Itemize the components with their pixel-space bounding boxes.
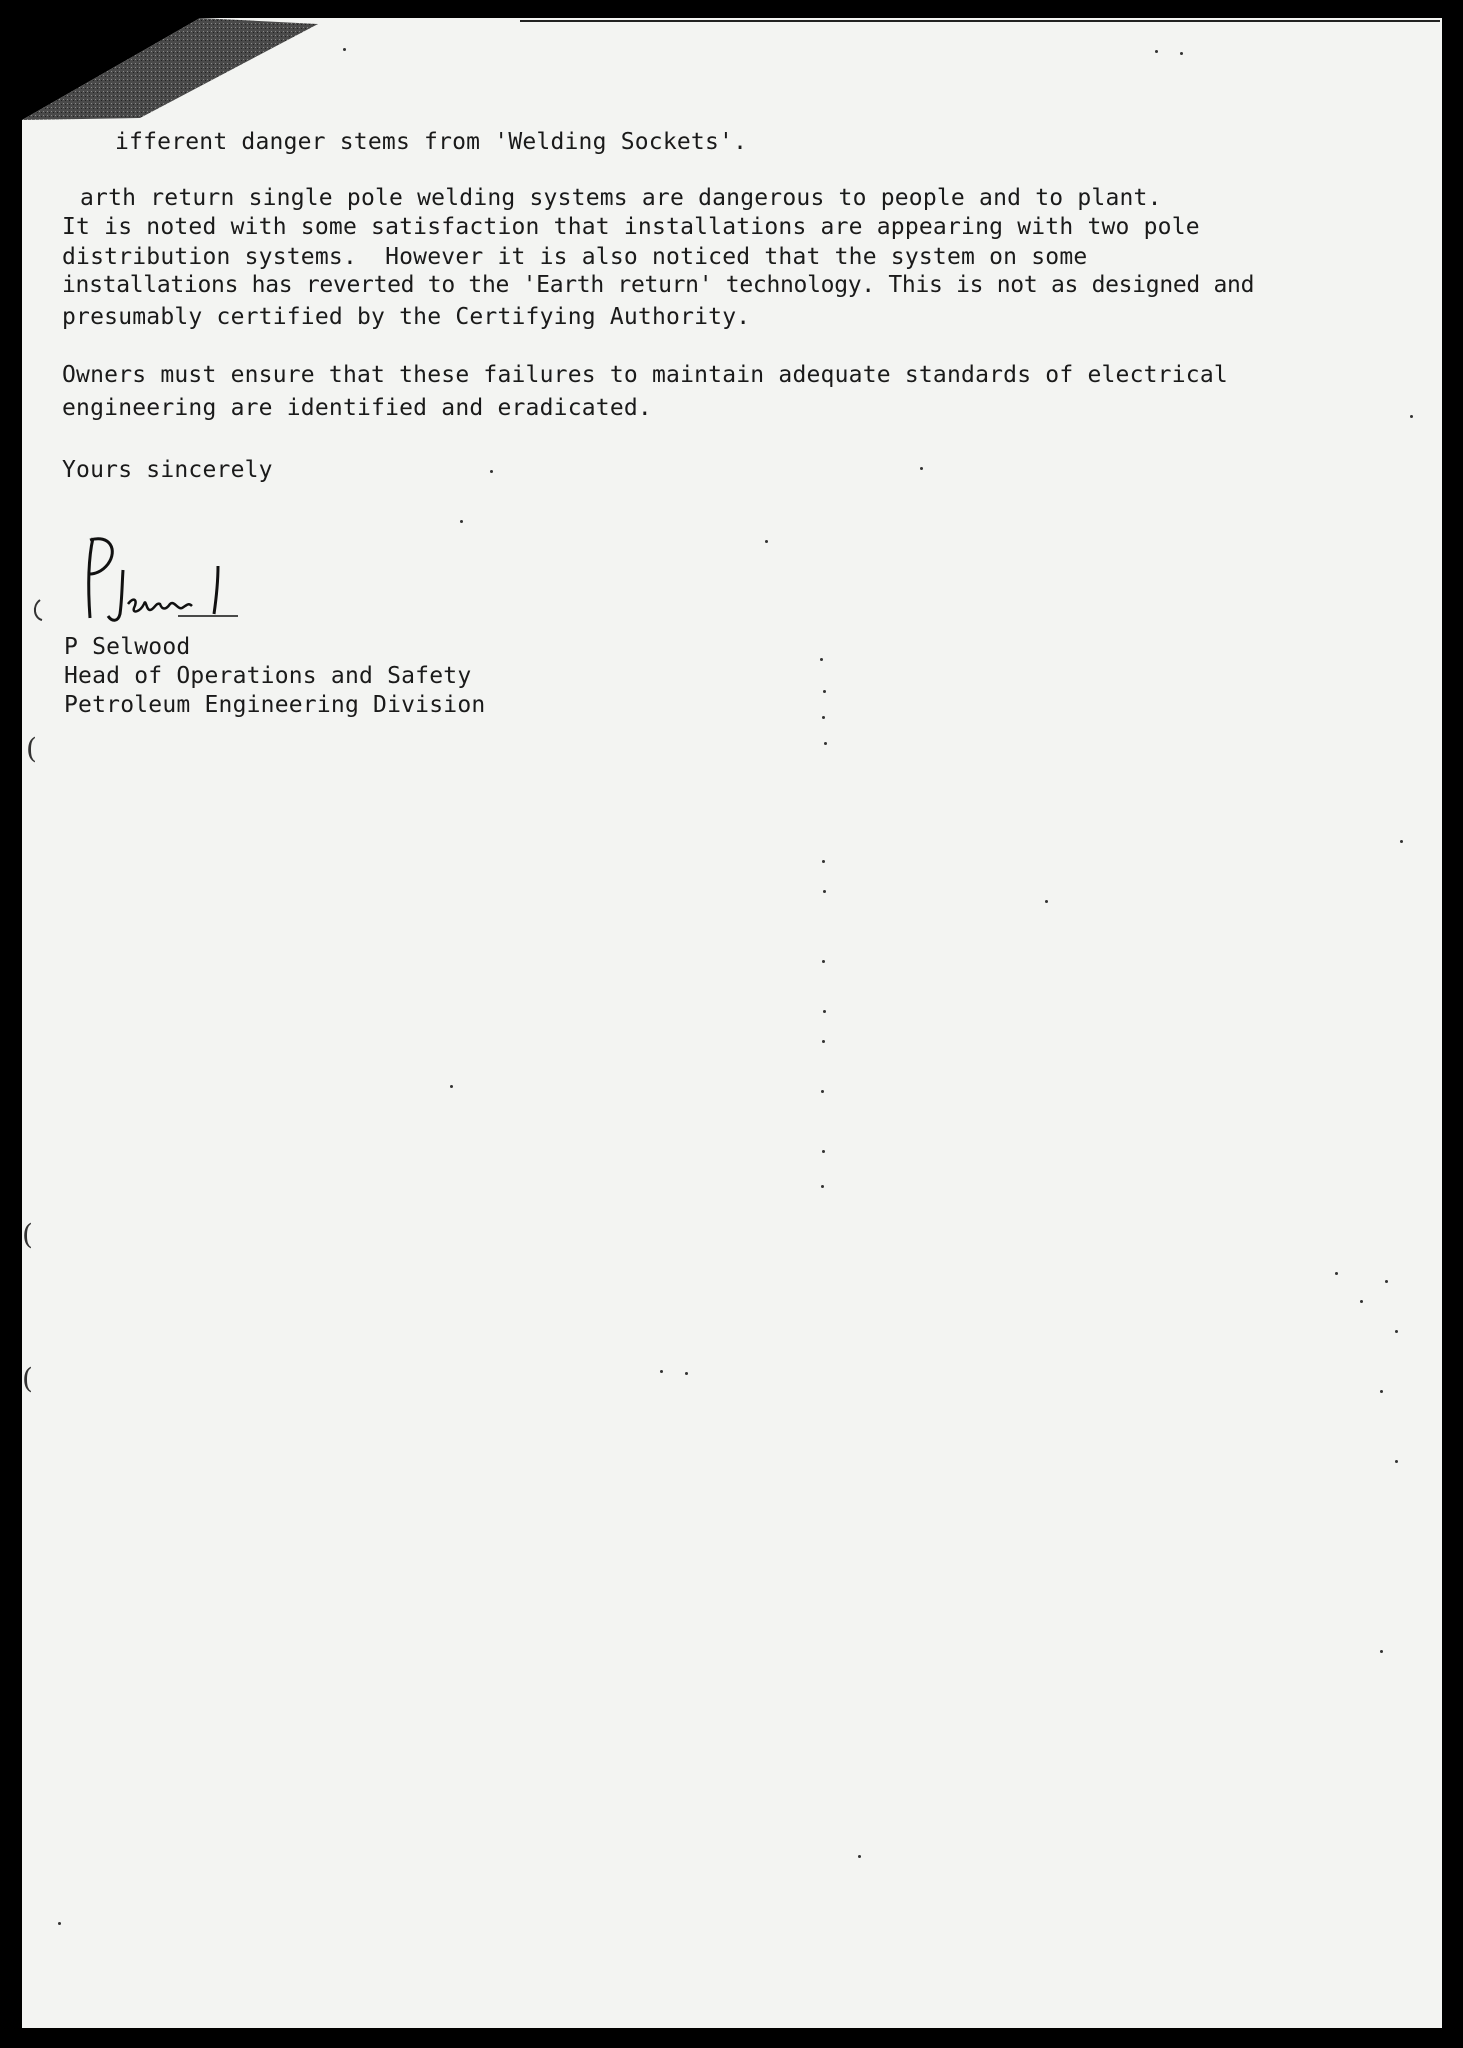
closing-salutation: Yours sincerely [62, 457, 273, 483]
paragraph-line: installations has reverted to the 'Earth return' technology. This is not as designed and [62, 272, 1255, 298]
signatory-name: P Selwood [64, 634, 191, 660]
binder-hole-mark: ( [22, 1362, 33, 1395]
signatory-division: Petroleum Engineering Division [64, 692, 486, 718]
paragraph-line: Owners must ensure that these failures to maintain adequate standards of electrical [62, 362, 1228, 388]
folded-corner [22, 18, 322, 138]
binder-hole-mark: ( [26, 732, 37, 765]
welding-sockets-line: ifferent danger stems from 'Welding Sockets'. [115, 129, 748, 155]
handwritten-signature [28, 530, 238, 625]
binder-hole-mark: ( [22, 1218, 33, 1251]
paragraph-line: presumably certified by the Certifying Authority. [62, 304, 751, 330]
paragraph-line: arth return single pole welding systems are dangerous to people and to plant. [80, 185, 1162, 211]
top-edge-line [520, 20, 1440, 22]
signatory-title: Head of Operations and Safety [64, 663, 472, 689]
paragraph-line: engineering are identified and eradicated. [62, 395, 652, 421]
paragraph-line: distribution systems. However it is also noticed that the system on some [62, 244, 1088, 270]
paragraph-line: It is noted with some satisfaction that installations are appearing with two pole [62, 214, 1200, 240]
